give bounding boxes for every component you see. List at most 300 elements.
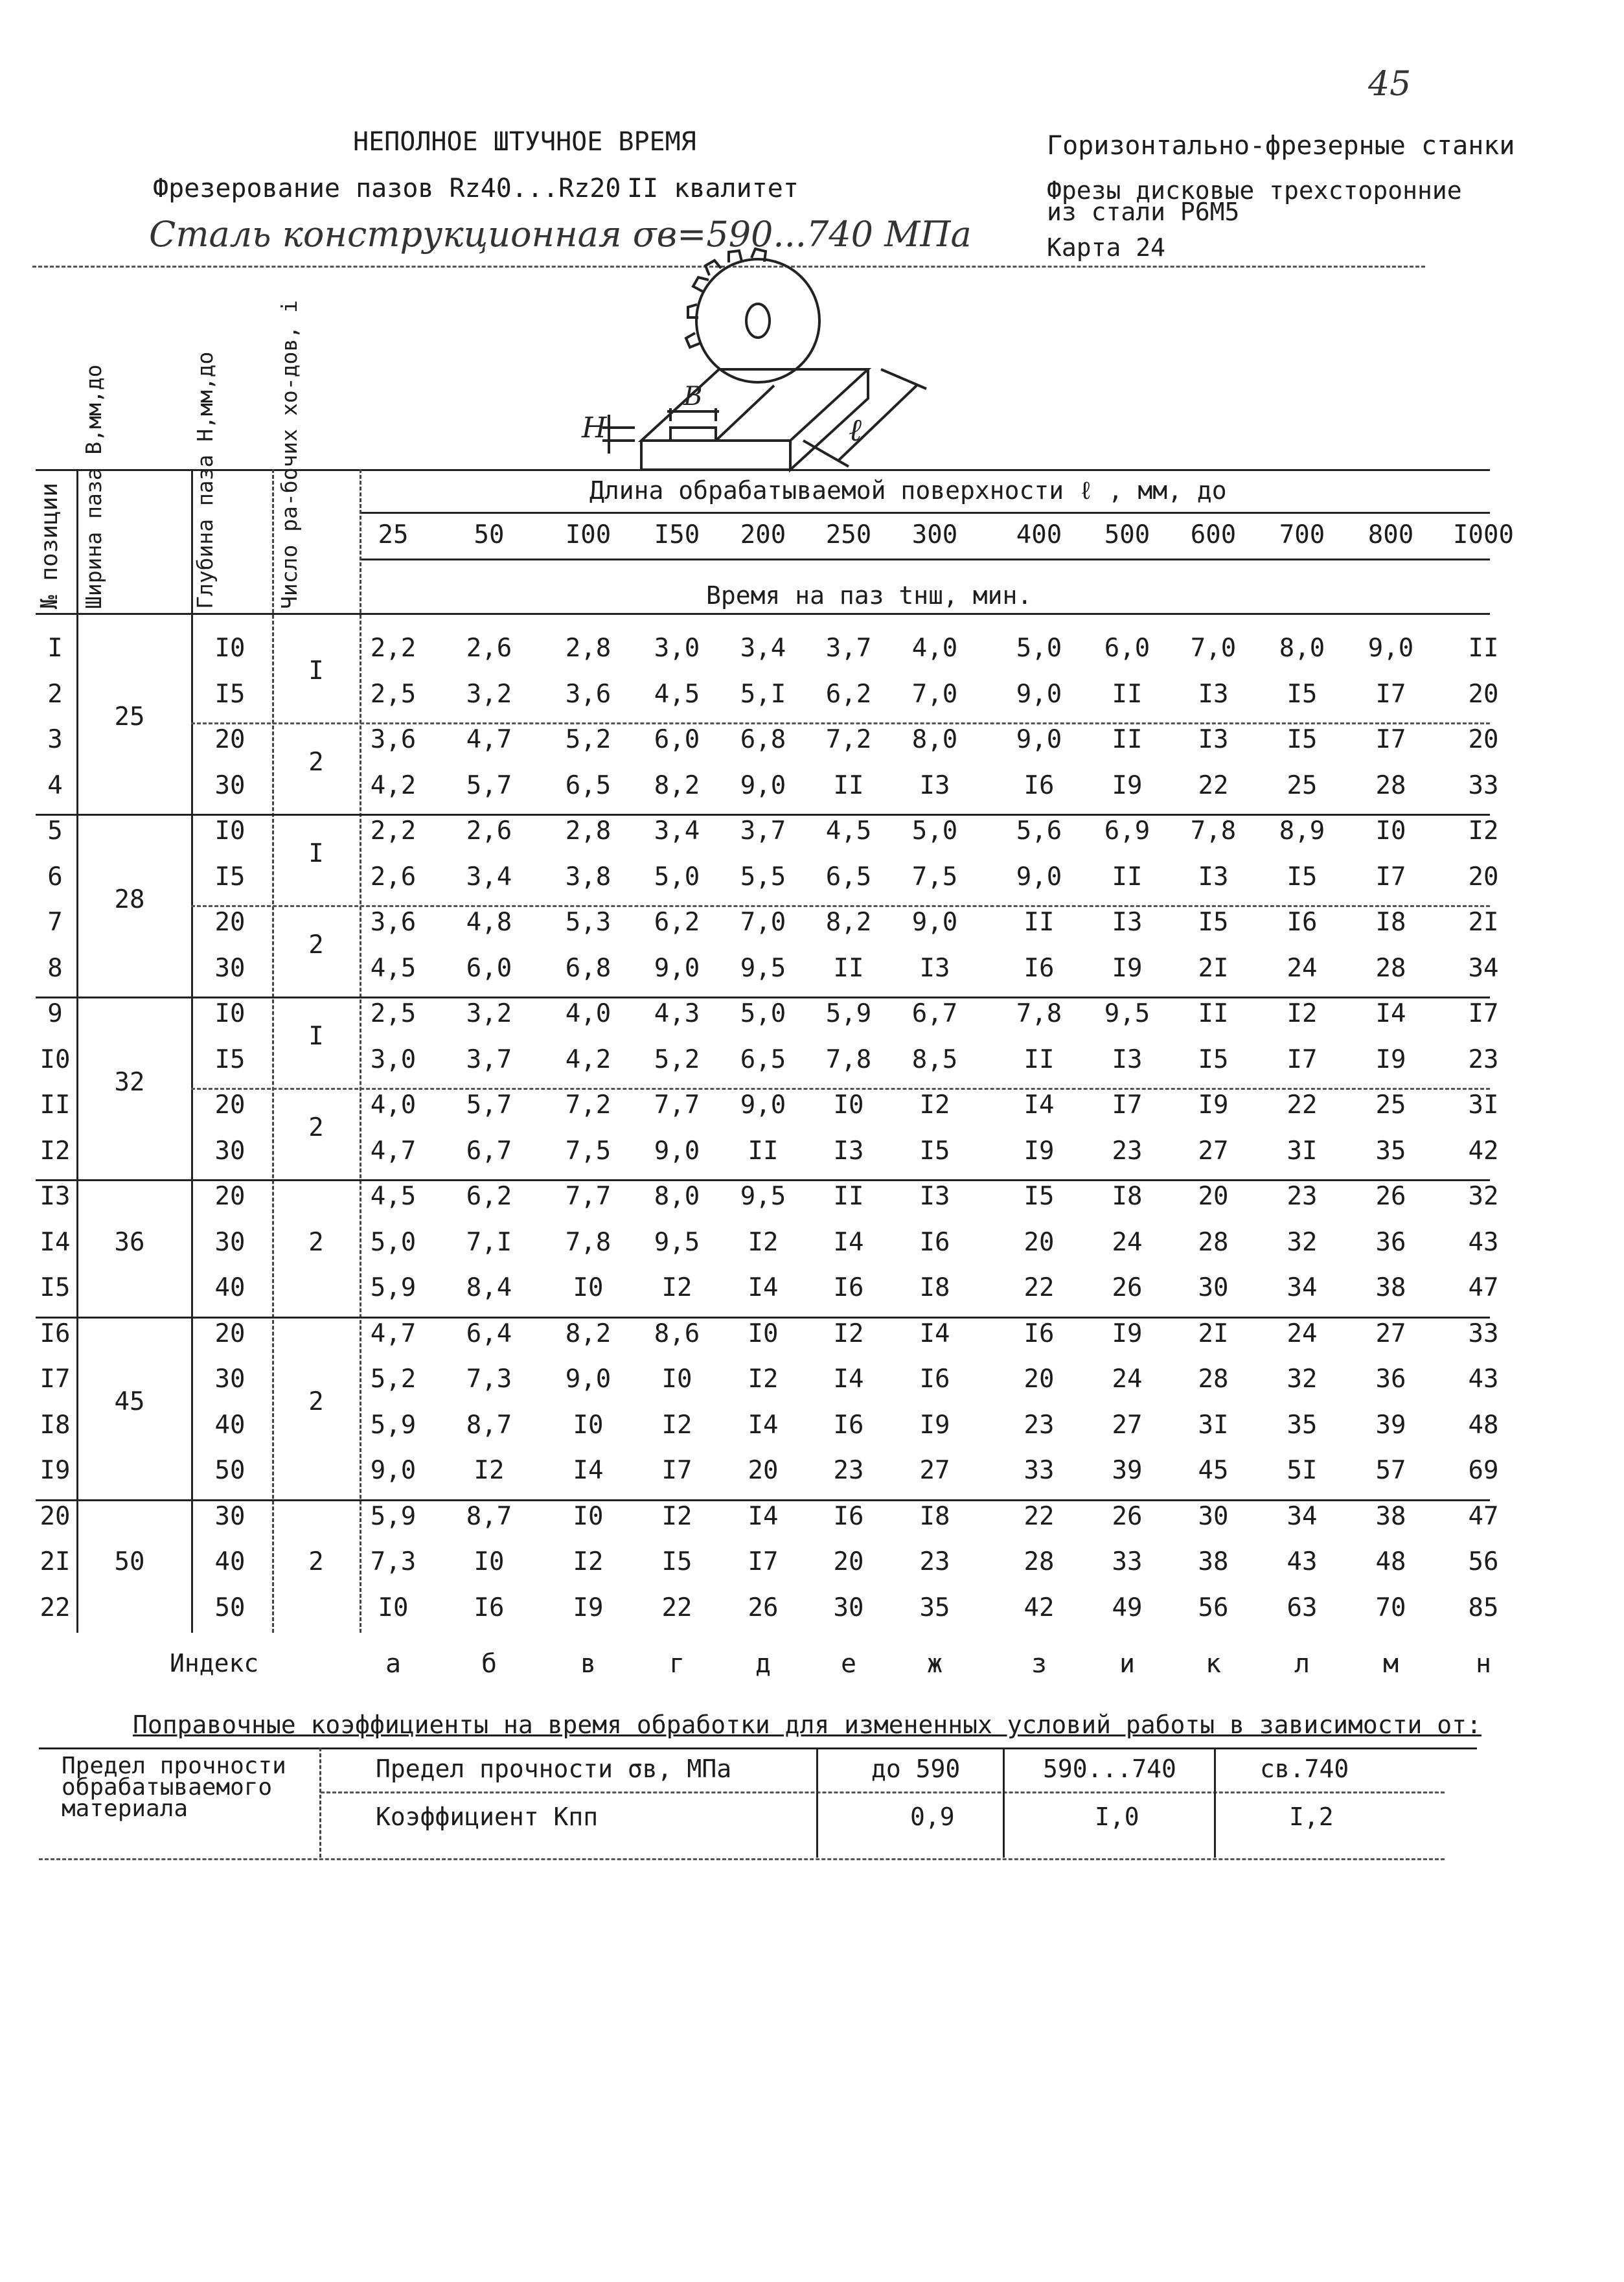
passes-group-cell: 2 — [308, 1387, 324, 1417]
index-letter: н — [1475, 1649, 1492, 1679]
time-cell: 48 — [1468, 1410, 1499, 1440]
time-cell: 5,9 — [370, 1501, 417, 1531]
time-cell: 57 — [1375, 1456, 1406, 1485]
time-cell: I9 — [1024, 1136, 1055, 1166]
time-cell: I5 — [919, 1136, 950, 1166]
time-cell: I7 — [1112, 1090, 1143, 1120]
time-cell: 4,0 — [370, 1090, 417, 1120]
time-cell: 6,5 — [565, 770, 612, 800]
width-group-cell: 50 — [114, 1547, 145, 1576]
time-cell: II — [1112, 725, 1143, 754]
time-cell: 5,0 — [911, 816, 958, 846]
time-cell: I5 — [1287, 862, 1318, 892]
time-cell: 30 — [1198, 1273, 1229, 1302]
strength-row-label: Предел прочности σв, МПа — [376, 1755, 732, 1783]
time-cell: 38 — [1375, 1501, 1406, 1531]
time-cell: 6,0 — [466, 953, 512, 983]
time-cell: 32 — [1468, 1182, 1499, 1211]
depth-cell: I5 — [214, 1044, 246, 1074]
time-cell: 9,0 — [654, 1136, 700, 1166]
time-cell: 30 — [833, 1593, 864, 1622]
time-cell: 9,0 — [740, 1090, 786, 1120]
time-cell: 20 — [1198, 1182, 1229, 1211]
time-cell: 7,8 — [1190, 816, 1237, 846]
time-cell: 2,5 — [370, 999, 417, 1028]
position-cell: I6 — [40, 1319, 71, 1348]
factor-line-1: Предел прочности — [62, 1753, 286, 1779]
time-cell: 4,2 — [370, 770, 417, 800]
depth-cell: 20 — [214, 1182, 246, 1211]
time-cell: I3 — [1198, 862, 1229, 892]
time-cell: 3I — [1287, 1136, 1318, 1166]
length-values-line — [360, 559, 1490, 560]
depth-cell: 30 — [214, 1227, 246, 1257]
time-cell: 7,8 — [1016, 999, 1062, 1028]
time-cell: 5,9 — [825, 999, 872, 1028]
time-cell: 20 — [833, 1547, 864, 1576]
time-cell: 20 — [1024, 1365, 1055, 1394]
time-cell: 8,2 — [825, 908, 872, 937]
index-letter: а — [385, 1649, 402, 1679]
depth-cell: 50 — [214, 1593, 246, 1622]
time-cell: 39 — [1375, 1410, 1406, 1440]
time-cell: 43 — [1287, 1547, 1318, 1576]
time-cell: 20 — [748, 1456, 779, 1485]
time-cell: 3,6 — [565, 679, 612, 709]
depth-cell: 20 — [214, 1090, 246, 1120]
length-value: I000 — [1453, 520, 1514, 549]
time-cell: I8 — [1112, 1182, 1143, 1211]
time-cell: I2 — [661, 1501, 692, 1531]
time-cell: 23 — [1287, 1182, 1318, 1211]
time-cell: 3,0 — [654, 634, 700, 663]
time-cell: 34 — [1287, 1501, 1318, 1531]
sketch-label-b: B — [683, 382, 703, 411]
time-cell: 25 — [1287, 770, 1318, 800]
time-cell: I0 — [474, 1547, 505, 1576]
time-cell: 9,5 — [654, 1227, 700, 1257]
time-cell: II — [833, 770, 864, 800]
time-cell: 9,0 — [1016, 862, 1062, 892]
col-header-width: Ширина паза B,мм,до — [81, 364, 106, 609]
passes-group-cell: 2 — [308, 930, 324, 960]
time-cell: 2,8 — [565, 634, 612, 663]
passes-group-cell: 2 — [308, 1113, 324, 1143]
correction-vline-1 — [319, 1747, 321, 1858]
time-cell: 3I — [1198, 1410, 1229, 1440]
correction-top-line — [39, 1747, 1477, 1749]
time-cell: 5,2 — [370, 1365, 417, 1394]
group-separator — [36, 814, 1490, 816]
time-cell: 9,5 — [1104, 999, 1150, 1028]
time-cell: I6 — [1024, 953, 1055, 983]
time-cell: I7 — [1468, 999, 1499, 1028]
time-cell: 6,7 — [911, 999, 958, 1028]
index-letter: м — [1382, 1649, 1399, 1679]
time-cell: 7,7 — [654, 1090, 700, 1120]
time-cell: 34 — [1468, 953, 1499, 983]
time-cell: 2,2 — [370, 816, 417, 846]
time-cell: 5,I — [740, 679, 786, 709]
time-cell: 5,9 — [370, 1410, 417, 1440]
correction-vline-3 — [1003, 1747, 1005, 1858]
time-cell: 85 — [1468, 1593, 1499, 1622]
depth-cell: 40 — [214, 1273, 246, 1302]
position-cell: 22 — [40, 1593, 71, 1622]
time-cell: I6 — [833, 1410, 864, 1440]
width-group-cell: 25 — [114, 702, 145, 732]
group-separator — [36, 1179, 1490, 1181]
time-cell: 4,2 — [565, 1044, 612, 1074]
time-cell: 7,2 — [825, 725, 872, 754]
depth-cell: 50 — [214, 1456, 246, 1485]
time-cell: 2,2 — [370, 634, 417, 663]
time-cell: 48 — [1375, 1547, 1406, 1576]
time-cell: I3 — [919, 770, 950, 800]
index-letter: д — [755, 1649, 772, 1679]
material-handwritten: Сталь конструкционная σв=590...740 МПа — [149, 214, 972, 255]
time-cell: 28 — [1024, 1547, 1055, 1576]
time-cell: 27 — [919, 1456, 950, 1485]
time-cell: I0 — [661, 1365, 692, 1394]
time-cell: 4,5 — [654, 679, 700, 709]
time-cell: 9,0 — [1016, 679, 1062, 709]
position-cell: 2 — [47, 679, 63, 709]
time-cell: 5,3 — [565, 908, 612, 937]
time-cell: I2 — [573, 1547, 604, 1576]
coef-row-label: Коэффициент Кпп — [376, 1803, 599, 1831]
time-cell: 8,2 — [565, 1319, 612, 1348]
time-cell: 6,9 — [1104, 816, 1150, 846]
time-cell: 35 — [1287, 1410, 1318, 1440]
time-cell: 6,8 — [740, 725, 786, 754]
time-cell: I7 — [1375, 679, 1406, 709]
time-cell: II — [1024, 1044, 1055, 1074]
position-cell: 2I — [40, 1547, 71, 1576]
tool-line-1: Фрезы дисковые трехсторонние — [1047, 176, 1462, 205]
time-cell: 7,0 — [1190, 634, 1237, 663]
time-cell: 8,6 — [654, 1319, 700, 1348]
passes-group-cell: I — [308, 839, 324, 869]
time-cell: I9 — [919, 1410, 950, 1440]
time-cell: 42 — [1468, 1136, 1499, 1166]
time-cell: 4,0 — [565, 999, 612, 1028]
time-cell: 3,8 — [565, 862, 612, 892]
depth-cell: 30 — [214, 1136, 246, 1166]
time-cell: 7,8 — [825, 1044, 872, 1074]
index-label: Индекс — [170, 1649, 259, 1677]
time-cell: I5 — [1024, 1182, 1055, 1211]
time-cell: 4,3 — [654, 999, 700, 1028]
time-cell: 2,5 — [370, 679, 417, 709]
time-cell: 43 — [1468, 1227, 1499, 1257]
sketch-label-h: H — [582, 411, 607, 444]
time-cell: 3,4 — [740, 634, 786, 663]
time-cell: 2,6 — [466, 634, 512, 663]
time-cell: 4,7 — [466, 725, 512, 754]
group-separator — [36, 1317, 1490, 1319]
time-cell: 22 — [1198, 770, 1229, 800]
time-cell: II — [1112, 679, 1143, 709]
pass-separator — [191, 905, 1490, 907]
passes-group-cell: I — [308, 656, 324, 686]
time-cell: 32 — [1287, 1227, 1318, 1257]
time-cell: I9 — [1112, 953, 1143, 983]
machine-title: Горизонтально-фрезерные станки — [1047, 131, 1515, 161]
passes-group-cell: 2 — [308, 1227, 324, 1257]
time-cell: I4 — [1024, 1090, 1055, 1120]
time-cell: 6,0 — [1104, 634, 1150, 663]
time-cell: 3,0 — [370, 1044, 417, 1074]
time-cell: 22 — [1024, 1501, 1055, 1531]
depth-cell: 40 — [214, 1547, 246, 1576]
time-cell: 25 — [1375, 1090, 1406, 1120]
time-cell: 7,2 — [565, 1090, 612, 1120]
time-cell: 5,7 — [466, 1090, 512, 1120]
col-header-depth: Глубина паза H,мм,до — [192, 351, 218, 609]
time-cell: 7,5 — [911, 862, 958, 892]
time-cell: 4,0 — [911, 634, 958, 663]
time-cell: 5,0 — [654, 862, 700, 892]
width-group-cell: 32 — [114, 1067, 145, 1097]
time-cell: I3 — [919, 1182, 950, 1211]
length-value: 700 — [1279, 520, 1325, 549]
time-cell: 5,0 — [1016, 634, 1062, 663]
time-cell: I9 — [573, 1593, 604, 1622]
time-cell: I0 — [1375, 816, 1406, 846]
time-cell: 2I — [1198, 1319, 1229, 1348]
depth-cell: 30 — [214, 770, 246, 800]
time-cell: 24 — [1112, 1365, 1143, 1394]
time-cell: 24 — [1287, 953, 1318, 983]
time-cell: 9,0 — [1016, 725, 1062, 754]
time-cell: I0 — [573, 1410, 604, 1440]
time-cell: 9,0 — [740, 770, 786, 800]
time-cell: I7 — [1287, 1044, 1318, 1074]
depth-cell: I0 — [214, 634, 246, 663]
time-cell: I3 — [1112, 908, 1143, 937]
depth-cell: 30 — [214, 1501, 246, 1531]
time-cell: 8,5 — [911, 1044, 958, 1074]
time-cell: II — [1112, 862, 1143, 892]
time-cell: I2 — [661, 1410, 692, 1440]
time-cell: I4 — [748, 1273, 779, 1302]
time-cell: 28 — [1375, 953, 1406, 983]
time-cell: I0 — [573, 1501, 604, 1531]
pass-separator — [191, 1088, 1490, 1090]
time-cell: I2 — [1287, 999, 1318, 1028]
time-cell: I0 — [748, 1319, 779, 1348]
time-cell: 28 — [1198, 1227, 1229, 1257]
time-cell: 23 — [1024, 1410, 1055, 1440]
correction-mid-line — [321, 1792, 1445, 1793]
width-group-cell: 45 — [114, 1387, 145, 1417]
time-cell: 30 — [1198, 1501, 1229, 1531]
time-cell: 20 — [1468, 725, 1499, 754]
time-cell: I5 — [1287, 725, 1318, 754]
time-cell: I7 — [1375, 725, 1406, 754]
time-cell: 5,6 — [1016, 816, 1062, 846]
time-cell: 3,4 — [466, 862, 512, 892]
time-cell: I7 — [748, 1547, 779, 1576]
time-cell: I4 — [1375, 999, 1406, 1028]
time-cell: 9,0 — [565, 1365, 612, 1394]
depth-cell: 40 — [214, 1410, 246, 1440]
coef-3: I,2 — [1289, 1803, 1334, 1831]
col-header-position: № позиции — [36, 482, 63, 609]
time-cell: I4 — [748, 1501, 779, 1531]
time-cell: 63 — [1287, 1593, 1318, 1622]
time-cell: 5,7 — [466, 770, 512, 800]
time-cell: 3,7 — [740, 816, 786, 846]
time-cell: 2,8 — [565, 816, 612, 846]
time-cell: I2 — [748, 1365, 779, 1394]
time-cell: I5 — [1198, 908, 1229, 937]
time-cell: I5 — [661, 1547, 692, 1576]
time-cell: 6,0 — [654, 725, 700, 754]
index-letter: з — [1031, 1649, 1047, 1679]
time-cell: I6 — [919, 1227, 950, 1257]
time-cell: I9 — [1375, 1044, 1406, 1074]
time-cell: 3,6 — [370, 908, 417, 937]
time-cell: 9,5 — [740, 1182, 786, 1211]
time-cell: 5,0 — [740, 999, 786, 1028]
time-cell: 23 — [919, 1547, 950, 1576]
time-cell: 7,3 — [370, 1547, 417, 1576]
time-cell: 9,0 — [654, 953, 700, 983]
time-cell: I6 — [919, 1365, 950, 1394]
time-cell: 5,5 — [740, 862, 786, 892]
passes-group-cell: I — [308, 1022, 324, 1052]
time-cell: 2,6 — [466, 816, 512, 846]
time-cell: 26 — [1375, 1182, 1406, 1211]
time-cell: 7,8 — [565, 1227, 612, 1257]
time-cell: I9 — [1112, 1319, 1143, 1348]
time-cell: 4,5 — [825, 816, 872, 846]
time-cell: I4 — [833, 1227, 864, 1257]
time-cell: II — [833, 953, 864, 983]
coef-1: 0,9 — [910, 1803, 955, 1831]
time-cell: 28 — [1198, 1365, 1229, 1394]
time-cell: 26 — [748, 1593, 779, 1622]
time-cell: 6,8 — [565, 953, 612, 983]
length-header-line — [360, 512, 1490, 514]
depth-cell: I0 — [214, 999, 246, 1028]
time-cell: 7,0 — [740, 908, 786, 937]
time-cell: 8,7 — [466, 1501, 512, 1531]
group-separator — [36, 1499, 1490, 1501]
correction-title: Поправочные коэффициенты на время обработки для измененных условий работы в зависимости от: — [133, 1711, 1481, 1739]
time-cell: I2 — [833, 1319, 864, 1348]
time-cell: 33 — [1468, 1319, 1499, 1348]
depth-cell: 30 — [214, 1365, 246, 1394]
time-cell: II — [1024, 908, 1055, 937]
time-cell: 49 — [1112, 1593, 1143, 1622]
page-number: 45 — [1368, 65, 1412, 104]
time-cell: 2I — [1198, 953, 1229, 983]
length-value: 50 — [474, 520, 505, 549]
range-1: до 590 — [871, 1755, 961, 1783]
time-cell: 33 — [1112, 1547, 1143, 1576]
depth-cell: I5 — [214, 862, 246, 892]
time-cell: 26 — [1112, 1501, 1143, 1531]
operation-text: Фрезерование пазов Rz40...Rz20 — [153, 174, 621, 203]
time-cell: 22 — [661, 1593, 692, 1622]
time-cell: I0 — [378, 1593, 409, 1622]
range-3: св.740 — [1260, 1755, 1349, 1783]
time-cell: 5,0 — [370, 1227, 417, 1257]
time-header: Время на паз tнш, мин. — [706, 581, 1033, 610]
time-cell: 20 — [1468, 862, 1499, 892]
sketch-label-l: ℓ — [849, 412, 862, 448]
time-cell: 9,0 — [1367, 634, 1414, 663]
time-cell: I6 — [833, 1273, 864, 1302]
time-cell: 4,7 — [370, 1319, 417, 1348]
position-cell: 20 — [40, 1501, 71, 1531]
time-cell: I6 — [474, 1593, 505, 1622]
group-separator — [36, 997, 1490, 998]
time-cell: 20 — [1024, 1227, 1055, 1257]
passes-group-cell: 2 — [308, 1547, 324, 1576]
length-value: 400 — [1016, 520, 1062, 549]
factor-line-2: обрабатываемого — [62, 1774, 273, 1801]
time-cell: I4 — [748, 1410, 779, 1440]
length-value: I00 — [565, 520, 612, 549]
correction-vline-2 — [816, 1747, 818, 1858]
position-cell: 7 — [47, 908, 63, 937]
time-cell: 3,7 — [466, 1044, 512, 1074]
time-cell: 5,2 — [654, 1044, 700, 1074]
time-cell: 3I — [1468, 1090, 1499, 1120]
position-cell: I5 — [40, 1273, 71, 1302]
index-letter: л — [1294, 1649, 1310, 1679]
time-cell: 27 — [1198, 1136, 1229, 1166]
time-cell: 35 — [919, 1593, 950, 1622]
width-group-cell: 28 — [114, 884, 145, 914]
length-value: 200 — [740, 520, 786, 549]
position-cell: I2 — [40, 1136, 71, 1166]
position-cell: 5 — [47, 816, 63, 846]
position-cell: 3 — [47, 725, 63, 754]
time-cell: I6 — [1024, 770, 1055, 800]
time-cell: 43 — [1468, 1365, 1499, 1394]
time-cell: 45 — [1198, 1456, 1229, 1485]
length-value: I50 — [654, 520, 700, 549]
time-cell: 23 — [1112, 1136, 1143, 1166]
time-cell: 47 — [1468, 1501, 1499, 1531]
position-cell: 9 — [47, 999, 63, 1028]
pass-separator — [191, 722, 1490, 724]
time-cell: 38 — [1375, 1273, 1406, 1302]
time-cell: 6,5 — [825, 862, 872, 892]
depth-cell: I5 — [214, 679, 246, 709]
time-cell: 8,0 — [1279, 634, 1325, 663]
time-cell: 2I — [1468, 908, 1499, 937]
time-cell: 22 — [1287, 1090, 1318, 1120]
time-cell: 39 — [1112, 1456, 1143, 1485]
time-cell: 2,6 — [370, 862, 417, 892]
time-cell: I6 — [833, 1501, 864, 1531]
time-cell: 6,4 — [466, 1319, 512, 1348]
time-cell: I3 — [1198, 725, 1229, 754]
time-cell: I9 — [1198, 1090, 1229, 1120]
time-cell: 56 — [1198, 1593, 1229, 1622]
time-cell: II — [1468, 634, 1499, 663]
time-cell: 6,2 — [466, 1182, 512, 1211]
time-cell: 34 — [1287, 1273, 1318, 1302]
time-cell: II — [833, 1182, 864, 1211]
time-cell: 27 — [1112, 1410, 1143, 1440]
